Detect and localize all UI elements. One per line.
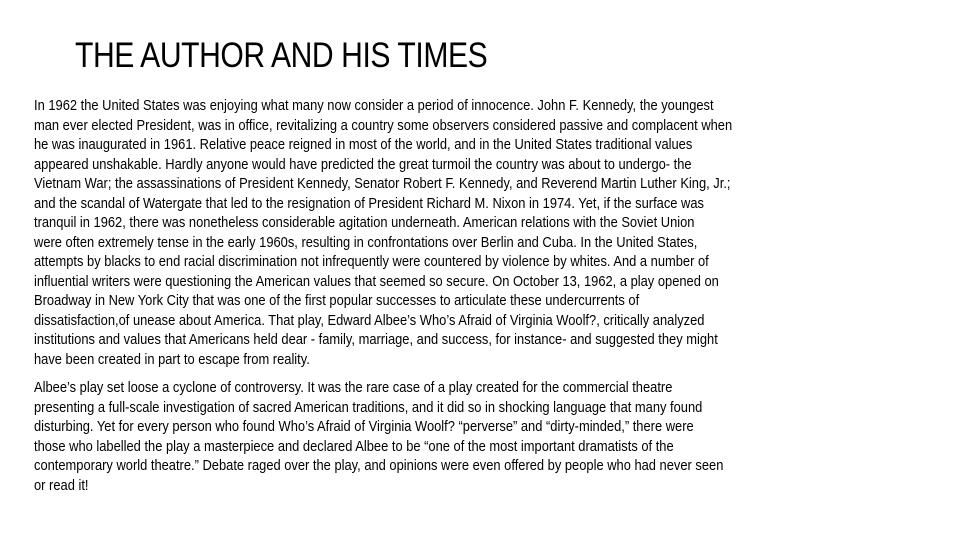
paragraph-2 [34,378,723,495]
text-line: those who labelled the play a masterpiece and declared Albee to be “one of the most important dramatists of the [34,437,674,455]
text-line: presenting a full-scale investigation of sacred American traditions, and it did so in shocking language that many found [34,398,703,416]
text-line: contemporary world theatre.” Debate raged over the play, and opinions were even offered by people who had never seen [34,457,724,474]
text-line: influential writers were questioning the American values that seemed so secure. On October 13, 1962, a play opened on [34,272,719,290]
text-line: man ever elected President, was in office, revitalizing a country some observers considered passive and complacent when [34,116,733,134]
slide-title: THE AUTHOR AND HIS TIMES [75,36,488,75]
text-line: and the scandal of Watergate that led to the resignation of President Richard M. Nixon in 1974. Yet, if the surface was [34,194,705,212]
text-line: dissatisfaction,of unease about America. That play, Edward Albee’s Who’s Afraid of Virginia Woolf?, critically analyzed [34,311,705,329]
text-line: Broadway in New York City that was one of the first popular successes to articulate these undercurrents of [34,292,640,309]
paragraph-1 [34,96,732,369]
text-line: Albee’s play set loose a cyclone of controversy. It was the rare case of a play created for the commercial theatre [34,379,673,396]
text-line: appeared unshakable. Hardly anyone would have predicted the great turmoil the country was about to undergo- the [34,155,692,173]
text-line: attempts by blacks to end racial discrimination not infrequently were countered by violence by whites. And a number of [34,253,709,270]
text-line: were often extremely tense in the early 1960s, resulting in confrontations over Berlin and Cuba. In the United States, [34,233,698,251]
text-line: In 1962 the United States was enjoying what many now consider a period of innocence. John F. Kennedy, the youngest [34,97,714,114]
text-line: institutions and values that Americans held dear - family, marriage, and success, for instance- and suggested they might [34,331,718,348]
text-line: tranquil in 1962, there was nonetheless considerable agitation underneath. American relations with the Soviet Union [34,214,695,231]
text-line: have been created in part to escape from reality. [34,350,310,368]
text-line: disturbing. Yet for every person who found Who’s Afraid of Virginia Woolf? “perverse” and “dirty-minded,” there were [34,418,694,435]
text-line: he was inaugurated in 1961. Relative peace reigned in most of the world, and in the United States traditional values [34,136,693,153]
text-line: Vietnam War; the assassinations of President Kennedy, Senator Robert F. Kennedy, and Reverend Martin Luther King, Jr.; [34,175,731,192]
text-line: or read it! [34,476,89,494]
